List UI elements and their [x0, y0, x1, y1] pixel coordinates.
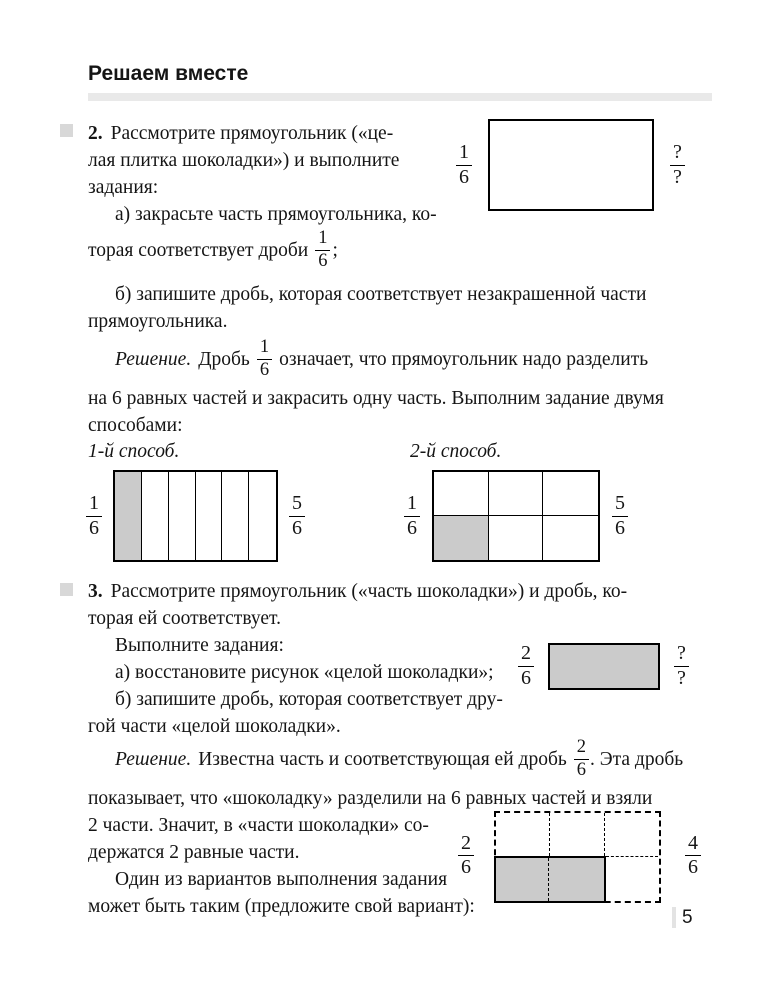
method2-diagram: [404, 470, 628, 562]
problem2-solution-line1: [115, 336, 648, 382]
cell: [169, 472, 196, 560]
page-number-bar: [672, 907, 676, 928]
method2-label: 2-й способ.: [410, 441, 502, 462]
problem2-task-a-prefix: торая соответствует дроби: [88, 239, 309, 261]
fraction-2-6: $\frac{2}{6}$: [574, 738, 589, 780]
problem3-task-b-line1: б) запишите дробь, которая соответствует дру-: [115, 689, 503, 710]
method1-label: 1-й способ.: [88, 441, 180, 462]
fraction-1-6: $\frac{1}{6}$: [315, 229, 330, 271]
dashed-divider: [606, 856, 658, 857]
shaded-cell: [115, 472, 142, 560]
problem3-intro-text1: Рассмотрите прямоугольник («часть шоколадки») и дробь, ко-: [110, 581, 628, 602]
cell: [222, 472, 249, 560]
problem2-solution-line3: способами:: [88, 415, 183, 436]
dashed-divider: [549, 813, 550, 856]
problem2-solution-after-frac: означает, что прямоугольник надо разделить: [279, 348, 649, 370]
left-fraction: $\frac{2}{6}$: [458, 833, 474, 878]
part-rectangle-figure: [518, 638, 689, 694]
problem2-task-a-suffix: ;: [332, 239, 338, 261]
square-bullet-icon: [60, 583, 73, 596]
problem2-task-a-line1: а) закрасьте часть прямоугольника, ко-: [115, 204, 437, 225]
page-number: 5: [682, 907, 693, 928]
problem2-task-b-line2: прямоугольника.: [88, 311, 228, 332]
right-fraction: $\frac{5}{6}$: [612, 493, 628, 538]
three-by-two-rectangle: [432, 470, 600, 562]
problem2-intro-text1: Рассмотрите прямоугольник («це-: [110, 123, 394, 144]
right-fraction: $\frac{?}{?}$: [674, 643, 689, 688]
right-fraction: $\frac{?}{?}$: [670, 142, 685, 187]
dashed-divider: [548, 858, 549, 901]
problem3-solution-line1: [115, 736, 683, 782]
right-fraction: $\frac{4}{6}$: [685, 833, 701, 878]
right-fraction: $\frac{5}{6}$: [289, 493, 305, 538]
problem2-task-b-line1: б) запишите дробь, которая соответствует незакрашенной части: [115, 284, 647, 305]
fraction-1-6: $\frac{1}{6}$: [257, 338, 272, 380]
problem3-number: 3.: [88, 581, 103, 602]
cell: [434, 472, 489, 516]
gray-part-rectangle: [548, 643, 660, 690]
left-fraction: $\frac{2}{6}$: [518, 643, 534, 688]
cell: [249, 472, 276, 560]
variant-diagram: [461, 811, 698, 903]
problem3-tasks-intro: Выполните задания:: [115, 635, 284, 656]
method1-diagram: [86, 470, 305, 562]
header-underline: [88, 93, 712, 101]
square-bullet-icon: [60, 124, 73, 137]
problem3-solution-line6: может быть таким (предложите свой вариант):: [88, 896, 475, 917]
problem2-number: 2.: [88, 123, 103, 144]
empty-rectangle: [488, 119, 654, 211]
dashed-divider: [604, 813, 605, 856]
problem3-solution-line4: держатся 2 равные части.: [88, 842, 300, 863]
shaded-cell: [434, 516, 489, 560]
problem3-solution-after-frac: . Эта дробь: [590, 748, 684, 770]
six-strip-rectangle: [113, 470, 278, 562]
problem3-solution-line2: показывает, что «шоколадку» разделили на 6 равных частей и взяли: [88, 788, 653, 809]
page-title: Решаем вместе: [88, 62, 249, 85]
problem3-intro-line1: [88, 578, 627, 605]
problem2-intro-line1: [88, 120, 393, 147]
cell: [543, 472, 598, 516]
problem3-task-b-line2: гой части «целой шоколадки».: [88, 716, 341, 737]
problem2-solution-before-frac: Дробь: [198, 348, 250, 370]
problem2-intro-line3: задания:: [88, 177, 159, 198]
left-fraction: $\frac{1}{6}$: [456, 142, 472, 187]
cell: [543, 516, 598, 560]
problem2-task-a-line2: [88, 227, 338, 273]
problem3-solution-line3: 2 части. Значит, в «части шоколадки» со-: [88, 815, 429, 836]
problem3-solution-before-frac: Известна часть и соответствующая ей дробь: [198, 748, 567, 770]
cell: [196, 472, 223, 560]
problem3-intro-line2: торая ей соответствует.: [88, 608, 281, 629]
left-fraction: $\frac{1}{6}$: [404, 493, 420, 538]
problem3-task-a: а) восстановите рисунок «целой шоколадки»;: [115, 662, 494, 683]
problem2-intro-line2: лая плитка шоколадки») и выполните: [88, 150, 400, 171]
cell: [142, 472, 169, 560]
gray-part-rectangle: [494, 856, 606, 903]
whole-rectangle-figure: [456, 119, 685, 211]
solution-label: Решение.: [115, 748, 192, 770]
cell: [489, 516, 544, 560]
left-fraction: $\frac{1}{6}$: [86, 493, 102, 538]
cell: [489, 472, 544, 516]
problem3-solution-line5: Один из вариантов выполнения задания: [115, 869, 448, 890]
problem2-solution-line2: на 6 равных частей и закрасить одну часть. Выполним задание двумя: [88, 388, 664, 409]
solution-label: Решение.: [115, 348, 192, 370]
